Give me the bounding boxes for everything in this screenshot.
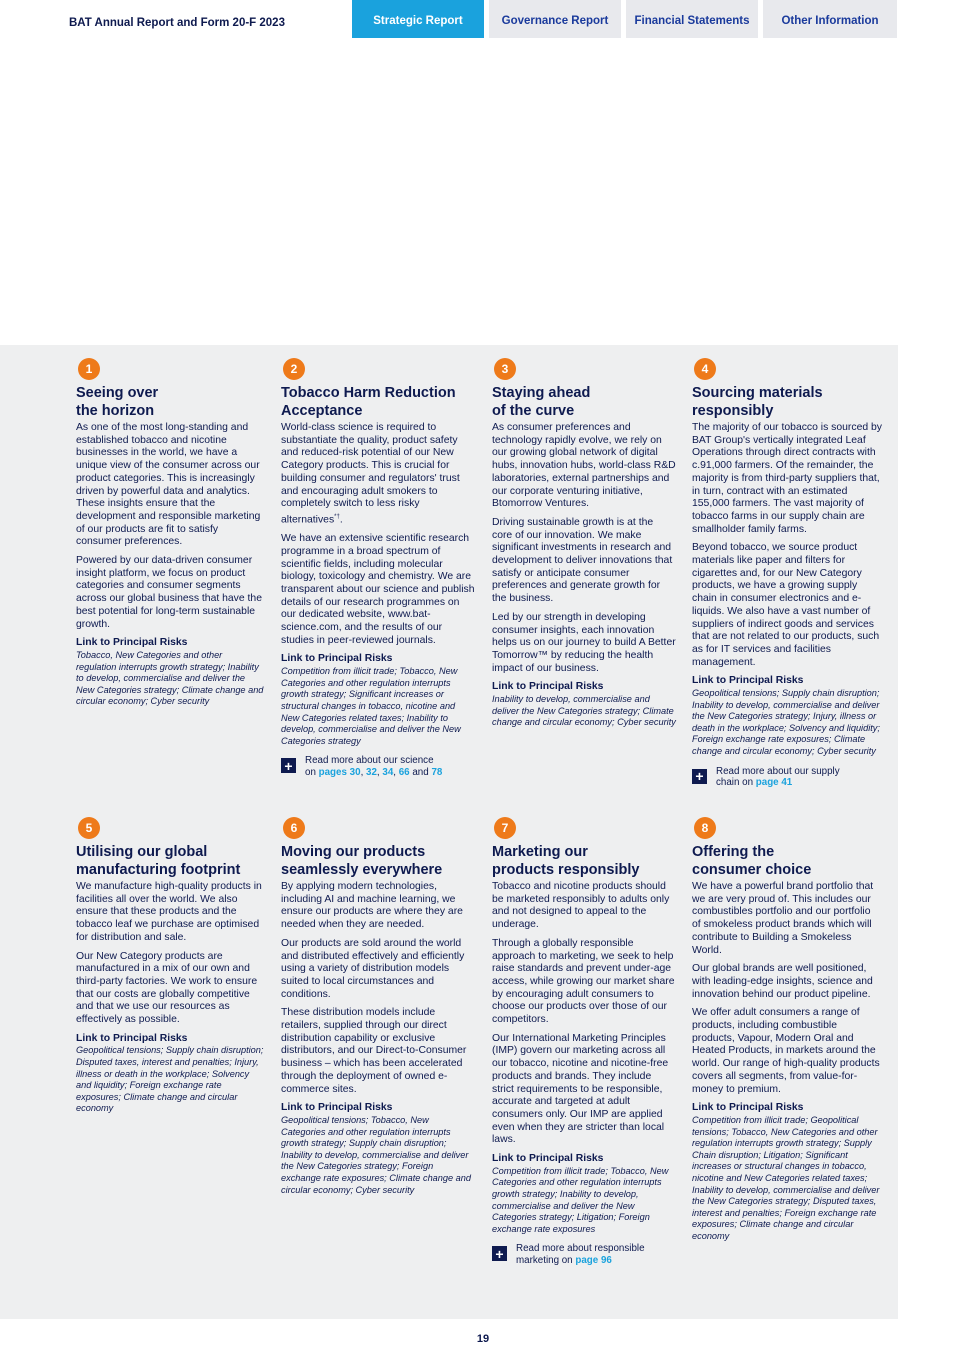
top-navigation <box>0 0 966 38</box>
paragraph: Our products are sold around the world and distributed effectively and efficiently using a variety of distribution models suited to local circumstances and conditions. <box>281 937 465 1000</box>
read-more-text: Read more about our supply <box>716 765 840 777</box>
column-title <box>76 385 264 420</box>
title-line-1: Seeing over <box>76 385 159 401</box>
read-more-text: Read more about responsible <box>516 1243 645 1255</box>
title-line-1: Staying ahead <box>492 385 591 401</box>
principal-risks-list: Tobacco, New Categories and other regulation interrupts growth strategy; Inability to develop, commercialise and deliver the New Categories strategy; Climate change and circular economy; Cyber security <box>76 649 264 707</box>
page-link[interactable]: pages 30 <box>318 767 361 779</box>
column-5 <box>76 817 264 1115</box>
principal-risks-list: Geopolitical tensions; Tobacco, New Categories and other regulation interrupts growth strategy; Supply chain disruption; Inability to develop, commercialise and deliver the New Categories strategy; Foreign exchange rate exposures; Climate change and circular economy; Cyber security <box>281 1114 471 1195</box>
paragraph-end: . <box>339 514 343 526</box>
paragraph: As one of the most long-standing and established tobacco and nicotine businesses in the world, we have a unique view of the consumer across our product categories. This is increasingly driven by powerful data and analytics. These insights ensure that the development and responsible marketing of our products are fit to satisfy consumer preferences. <box>76 422 261 548</box>
step-number-badge: 5 <box>78 817 100 839</box>
page-link[interactable]: page 96 <box>575 1255 612 1267</box>
paragraph: Tobacco and nicotine products should be marketed responsibly to adults only and not designed to appeal to the underage. <box>492 881 670 931</box>
paragraph: We offer adult consumers a range of products, including combustible products, Vapour, Modern Oral and Heated Products, in markets around the world. Our range of high-quality products covers all segments, from value-for-money to premium. <box>692 1007 880 1095</box>
read-more-supply-chain <box>692 766 882 790</box>
title-line-1: Sourcing materials <box>692 385 823 401</box>
title-line-1: Utilising our global <box>76 844 208 860</box>
column-title <box>492 844 676 879</box>
column-title <box>281 385 475 420</box>
page-link[interactable]: 66 <box>398 767 410 779</box>
paragraph: Powered by our data-driven consumer insight platform, we focus on product categories and consumer segments across our global business that have the best potential for long-term sustainable growth. <box>76 555 262 630</box>
paragraph: We have an extensive scientific research programme in a broad spectrum of scientific fields, including molecular biology, toxicology and chemistry. We are transparent about our science and publish details of our research programmes on our dedicated website, www.bat-science.com, and the results of our studies in peer-reviewed journals. <box>281 533 475 646</box>
column-6 <box>281 817 475 1196</box>
column-1 <box>76 358 264 708</box>
page-link[interactable]: 32 <box>366 767 377 779</box>
step-number-badge: 2 <box>283 358 305 380</box>
paragraph: We have a powerful brand portfolio that we are very proud of. This includes our combustibles portfolio and our portfolio of smokeless product brands which will contribute to Building a Smokeless World. <box>692 881 874 956</box>
tab-other-information[interactable]: Other Information <box>763 0 897 38</box>
principal-risks-list: Competition from illicit trade; Tobacco, New Categories and other regulation interrupts growth strategy; Significant increases or structural changes in tobacco, nicotine and New Categories related taxes; Inability to develop, commercialise and deliver the New Categories strategy <box>281 666 461 746</box>
page-link[interactable]: 78 <box>431 767 443 779</box>
paragraph: Through a globally responsible approach to marketing, we seek to help raise standards and prevent under-age access, while growing our market share by encouraging adult consumers to choose our products over those of our competitors. <box>492 937 675 1026</box>
title-line-2: Acceptance <box>281 402 363 419</box>
title-line-1: Marketing our <box>492 844 588 860</box>
column-8 <box>692 817 882 1242</box>
page-link[interactable]: 34 <box>382 767 394 779</box>
separator: , <box>376 767 383 779</box>
title-line-1: Moving our products <box>281 844 426 860</box>
principal-risks-heading: Link to Principal Risks <box>692 675 804 687</box>
paragraph: Our global brands are well positioned, with leading-edge insights, science and innovation behind our product pipeline. <box>692 963 873 1000</box>
step-number-badge: 8 <box>694 817 716 839</box>
paragraph: The majority of our tobacco is sourced by BAT Group's vertically integrated Leaf Operations through direct contracts with c.91,000 farmers. Of the remainder, the majority is from third-party suppliers that, in turn, contract with an estimated 155,000 farmers. The vast majority of tobacco farms in our supply chain are smallholder family farms. <box>692 422 883 535</box>
column-4 <box>692 358 882 789</box>
principal-risks-list: Competition from illicit trade; Tobacco, New Categories and other regulation interrupts growth strategy; Inability to develop, commercialise and deliver the New Categories strategy; Litigation; Foreign exchange rate exposures <box>492 1165 669 1234</box>
paragraph <box>281 422 475 527</box>
title-line-2: the horizon <box>76 402 155 419</box>
title-line-2: consumer choice <box>692 861 812 878</box>
title-line-2: responsibly <box>692 402 774 419</box>
column-title <box>692 844 882 879</box>
title-line-1: Tobacco Harm Reduction <box>281 385 456 401</box>
principal-risks-list: Geopolitical tensions; Supply chain disruption; Disputed taxes, interest and penalties; Injury, illness or death in the workplace; Solvency and liquidity; Foreign exchange rate exposures; Climate change and circular economy <box>76 1045 264 1114</box>
document-title: BAT Annual Report and Form 20-F 2023 <box>69 17 285 29</box>
plus-icon[interactable]: + <box>492 1246 507 1261</box>
paragraph: We manufacture high-quality products in facilities all over the world. We also ensure that these products and the tobacco leaf we purchase are optimised for distribution and sale. <box>76 881 262 943</box>
column-title <box>281 844 475 879</box>
step-number-badge: 3 <box>494 358 516 380</box>
read-more-text: Read more about our science <box>305 755 434 767</box>
column-3 <box>492 358 676 729</box>
principal-risks-heading: Link to Principal Risks <box>76 1032 188 1044</box>
column-title <box>492 385 676 420</box>
page-link[interactable]: page 41 <box>755 777 793 789</box>
principal-risks-heading: Link to Principal Risks <box>692 1102 804 1114</box>
read-more-marketing <box>492 1243 676 1267</box>
title-line-2: seamlessly everywhere <box>281 861 443 878</box>
paragraph: By applying modern technologies, including AI and machine learning, we ensure our products are where they are needed when they are needed. <box>281 881 463 931</box>
separator: , <box>360 767 367 779</box>
read-more-prefix: chain on <box>716 777 756 789</box>
column-2 <box>281 358 475 779</box>
title-line-1: Offering the <box>692 844 775 860</box>
separator: and <box>409 767 432 779</box>
paragraph: Driving sustainable growth is at the core of our innovation. We make significant investments in research and development to deliver innovations that satisfy or anticipate consumer preferences and generate growth for the business. <box>492 516 673 605</box>
paragraph: These distribution models include retailers, supplied through our direct distribution capability or exclusive distributors, and our Direct-to-Consumer business – which has been accelerated through the deployment of owned e-commerce sites. <box>281 1007 467 1095</box>
principal-risks-heading: Link to Principal Risks <box>76 637 188 649</box>
paragraph-text: World-class science is required to substantiate the quality, product safety and reduced-risk potential of our New Category products. This is crucial for building consumer and regulators' trust and encouraging adult smokers to completely switch to less risky alternatives <box>281 422 460 526</box>
column-title <box>76 844 264 879</box>
principal-risks-heading: Link to Principal Risks <box>281 1102 393 1114</box>
principal-risks-heading: Link to Principal Risks <box>281 653 393 665</box>
principal-risks-heading: Link to Principal Risks <box>492 1153 604 1165</box>
step-number-badge: 7 <box>494 817 516 839</box>
column-7 <box>492 817 676 1267</box>
title-line-2: manufacturing footprint <box>76 861 241 878</box>
separator: , <box>393 767 399 779</box>
read-more-science <box>281 755 475 779</box>
paragraph: Our International Marketing Principles (IMP) govern our marketing across all our tobacco, nicotine and nicotine-free products and brands. They include strict requirements to be responsible, accurate and targeted at adult consumers only. Our IMP are applied even when they are stricter than local laws. <box>492 1032 669 1146</box>
column-title <box>692 385 882 420</box>
step-number-badge: 6 <box>283 817 305 839</box>
title-line-2: products responsibly <box>492 861 640 878</box>
plus-icon[interactable]: + <box>281 758 296 773</box>
step-number-badge: 1 <box>78 358 100 380</box>
tab-strategic-report[interactable]: Strategic Report <box>352 0 484 38</box>
paragraph: As consumer preferences and technology rapidly evolve, we rely on our growing global network of digital hubs, innovation hubs, world-class R&D laboratories, external partnerships and our corporate venturing initiative, Btomorrow Ventures. <box>492 422 676 510</box>
plus-icon[interactable]: + <box>692 769 707 784</box>
principal-risks-list: Geopolitical tensions; Supply chain disruption; Inability to develop, commercialise and deliver the New Categories strategy; Injury, illness or death in the workplace; Solvency and liquidity; Foreign exchange rate exposures; Climate change and circular economy; Cyber security <box>692 688 880 757</box>
step-number-badge: 4 <box>694 358 716 380</box>
paragraph: Beyond tobacco, we source product materials like paper and filters for cigarettes and, for our New Category products, we have a growing supply chain in consumer electronics and e-liquids. We also have a vast number of suppliers of indirect goods and services that are not related to our products, such as for IT services and facilities management. <box>692 542 880 668</box>
paragraph: Led by our strength in developing consumer insights, each innovation helps us on our journey to build A Better Tomorrow™ by reducing the health impact of our business. <box>492 611 676 674</box>
read-more-prefix: marketing on <box>516 1255 576 1267</box>
tab-financial-statements[interactable]: Financial Statements <box>626 0 758 38</box>
tab-governance-report[interactable]: Governance Report <box>489 0 621 38</box>
principal-risks-list: Competition from illicit trade; Geopolitical tensions; Tobacco, New Categories and other regulation interrupts growth strategy; Supply Chain disruption; Litigation; Significant increases or structural changes in tobacco, nicotine and New Categories related taxes; Inability to develop, commercialise and deliver the New Categories strategy; Disputed taxes, interest and penalties; Foreign exchange rate exposures; Climate change and circular economy <box>692 1114 880 1241</box>
principal-risks-heading: Link to Principal Risks <box>492 681 604 693</box>
title-line-2: of the curve <box>492 402 575 419</box>
read-more-prefix: on <box>305 767 319 779</box>
principal-risks-list: Inability to develop, commercialise and deliver the New Categories strategy; Climate change and circular economy; Cyber security <box>492 694 676 728</box>
paragraph: Our New Category products are manufactured in a mix of our own and third-party factories. We work to ensure that our costs are globally competitive and that we use our resources as effectively as possible. <box>76 950 258 1026</box>
page-number: 19 <box>476 1333 490 1345</box>
footnote-marker: *† <box>334 513 340 520</box>
business-model-panel <box>0 345 898 1319</box>
